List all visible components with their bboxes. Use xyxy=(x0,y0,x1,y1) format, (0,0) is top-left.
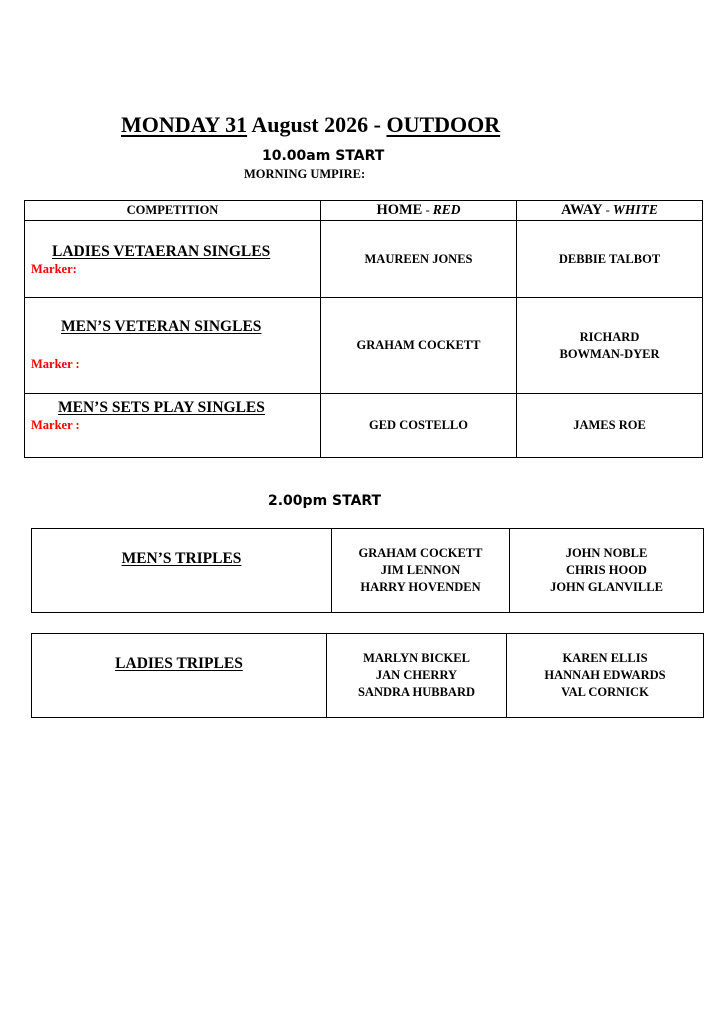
away-player-line: RICHARD xyxy=(579,329,640,344)
header-competition-label: COMPETITION xyxy=(126,203,219,217)
home-player: HARRY HOVENDEN xyxy=(360,580,481,594)
title-venue: OUTDOOR xyxy=(386,112,501,137)
fixture-row xyxy=(32,529,704,613)
away-team xyxy=(507,634,704,718)
header-away-dash: - xyxy=(602,203,613,217)
header-away-color: WHITE xyxy=(612,202,658,217)
title-date: August 2026 - xyxy=(247,112,387,137)
away-player: JOHN NOBLE xyxy=(565,546,648,560)
away-player: CHRIS HOOD xyxy=(566,563,647,577)
away-player: JAMES ROE xyxy=(517,394,703,458)
home-player: MAUREEN JONES xyxy=(321,221,517,298)
header-home-label: HOME xyxy=(376,202,423,218)
competition-cell xyxy=(25,298,321,394)
afternoon-start-time: 2.00pm START xyxy=(268,493,382,509)
competition-cell xyxy=(25,221,321,298)
fixture-row xyxy=(32,634,704,718)
competition-cell xyxy=(25,394,321,458)
header-home-color: RED xyxy=(432,202,461,217)
home-player: GED COSTELLO xyxy=(321,394,517,458)
competition-cell xyxy=(32,529,332,613)
away-player-line: BOWMAN-DYER xyxy=(559,346,660,361)
away-player: JOHN GLANVILLE xyxy=(550,580,663,594)
home-team xyxy=(327,634,507,718)
home-player: MARLYN BICKEL xyxy=(363,651,470,665)
header-away xyxy=(517,201,703,221)
fixture-row xyxy=(25,221,703,298)
competition-name: MEN’S VETERAN SINGLES xyxy=(61,318,262,335)
ladies-triples-table xyxy=(31,633,704,718)
competition-name: MEN’S SETS PLAY SINGLES xyxy=(58,399,265,416)
home-player: JAN CHERRY xyxy=(375,668,458,682)
morning-start-time: 10.00am START xyxy=(262,148,385,164)
marker-label: Marker: xyxy=(31,262,77,276)
home-team xyxy=(332,529,510,613)
away-player: DEBBIE TALBOT xyxy=(517,221,703,298)
header-home xyxy=(321,201,517,221)
page-title xyxy=(121,111,500,139)
away-player xyxy=(517,298,703,394)
competition-cell xyxy=(32,634,327,718)
morning-umpire-label: MORNING UMPIRE: xyxy=(244,167,366,181)
home-player: GRAHAM COCKETT xyxy=(358,546,483,560)
title-day: MONDAY 31 xyxy=(121,112,248,137)
home-player: JIM LENNON xyxy=(380,563,461,577)
header-home-dash: - xyxy=(422,203,433,217)
fixture-row xyxy=(25,394,703,458)
competition-name: LADIES TRIPLES xyxy=(115,655,243,672)
marker-label: Marker : xyxy=(31,357,80,371)
header-away-label: AWAY xyxy=(561,202,603,218)
away-player: HANNAH EDWARDS xyxy=(544,668,666,682)
fixture-row xyxy=(25,298,703,394)
home-player: GRAHAM COCKETT xyxy=(321,298,517,394)
away-player: VAL CORNICK xyxy=(561,685,649,699)
morning-fixtures-table xyxy=(24,200,703,458)
away-player: KAREN ELLIS xyxy=(562,651,648,665)
mens-triples-table xyxy=(31,528,704,613)
home-player: SANDRA HUBBARD xyxy=(357,685,476,699)
competition-name: LADIES VETAERAN SINGLES xyxy=(52,243,271,260)
marker-label: Marker : xyxy=(31,418,80,432)
away-team xyxy=(510,529,704,613)
header-competition xyxy=(25,201,321,221)
competition-name: MEN’S TRIPLES xyxy=(121,550,242,567)
